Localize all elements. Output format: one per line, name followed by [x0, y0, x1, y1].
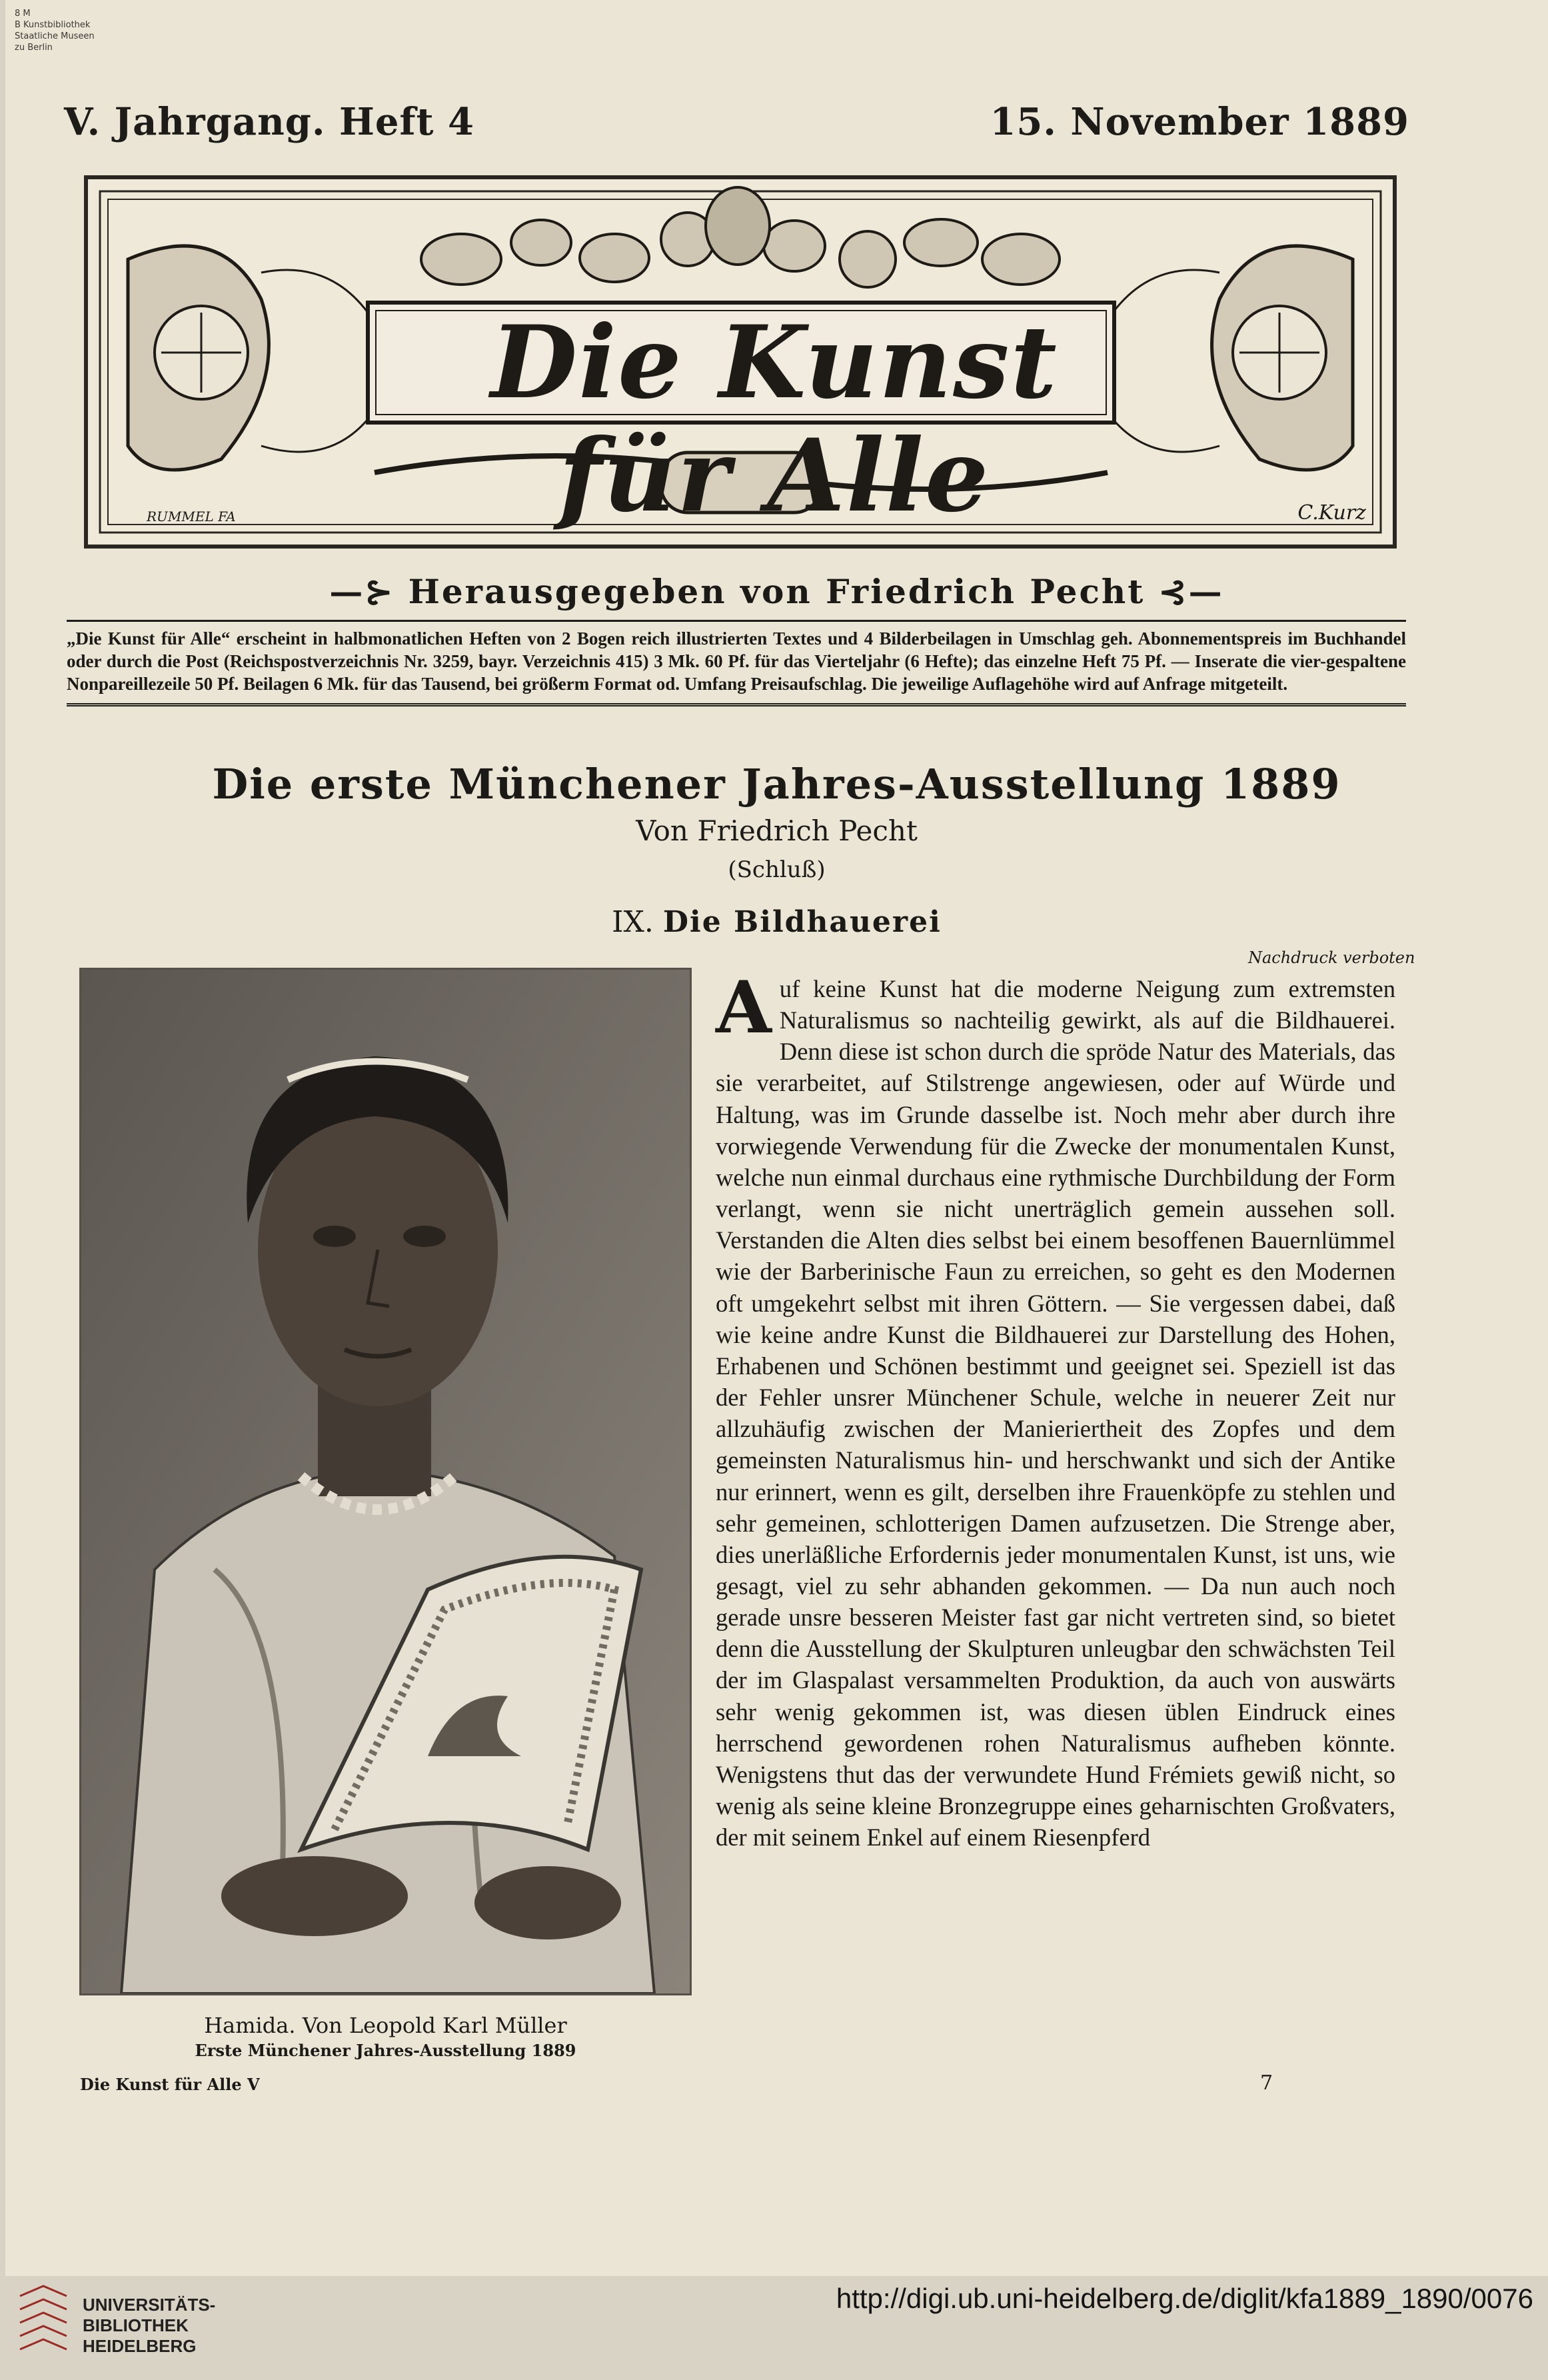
stamp-line: B Kunstbibliothek: [15, 20, 91, 30]
library-stamp: [15, 8, 148, 53]
subscription-notice: „Die Kunst für Alle“ erscheint in halbmonatlichen Heften von 2 Bogen reich illustrierten Textes und 4 Bilderbeilagen in Umschlag geh. Abonnementspreis im Buchhandel oder durch die Post (Reichspostverzeichnis Nr. 3259, bayr. Verzeichnis 415) 3 Mk. 60 Pf. für das Vierteljahr (6 Hefte); das einzelne Heft 75 Pf. — Inserate die vier-gespaltene Nonpareillezeile 50 Pf. Beilagen 6 Mk. für das Tausend, bei größerm Format od. Umfang Preisaufschlag. Die jeweilige Auflagehöhe wird auf Anfrage mitgeteilt.: [67, 620, 1406, 706]
scanned-page: [5, 0, 1548, 2276]
stamp-line: zu Berlin: [15, 43, 53, 53]
stamp-line: Staatliche Museen: [15, 31, 95, 41]
university-name: [83, 2295, 215, 2357]
section-number: IX.: [612, 905, 654, 939]
article-body: [716, 966, 1395, 1853]
source-url-link[interactable]: http://digi.ub.uni-heidelberg.de/diglit/kfa1889_1890/0076: [836, 2283, 1533, 2314]
footer-left: Die Kunst für Alle V: [80, 2075, 260, 2094]
issue-label: V. Jahrgang. Heft 4: [64, 100, 474, 144]
article-title: Die erste Münchener Jahres-Ausstellung 1889: [212, 760, 1341, 808]
masthead-signature-left: RUMMEL FA: [147, 509, 236, 525]
university-name-line: HEIDELBERG: [83, 2336, 197, 2356]
publisher-line: —⊱ Herausgegeben von Friedrich Pecht ⊰—: [329, 572, 1224, 611]
section-heading: [5, 905, 1548, 939]
figure-caption: [79, 2013, 692, 2063]
article-note: (Schluß): [728, 856, 826, 883]
caption-sub: Erste Münchener Jahres-Ausstellung 1889: [195, 2041, 576, 2060]
university-name-line: UNIVERSITÄTS-: [83, 2295, 216, 2315]
university-name-line: BIBLIOTHEK: [83, 2315, 189, 2335]
page-number: 7: [1260, 2071, 1273, 2095]
article-body-text: uf keine Kunst hat die moderne Neigung zum extremsten Naturalismus so nachteilig gewirkt, als auf die Bildhauerei. Denn diese ist schon durch die spröde Natur des Materials, das sie verarbeitet, auf Stilstrenge angewiesen, oder auf Würde und Haltung, was im Grunde dasselbe ist. Noch mehr aber durch ihre vorwiegende Verwendung für die Zwecke der monumentalen Kunst, welche nun einmal durchaus eine rythmische Durchbildung der Form verlangt, wenn sie nicht unerträglich gemein aussehen soll. Verstanden die Alten dies selbst bei einem besoffenen Bauernlümmel wie der Barberinische Faun zu erreichen, so geht es den Modernen oft umgekehrt selbst mit ihren Göttern. — Sie vergessen dabei, daß wie keine andre Kunst die Bildhauerei zur Darstellung des Hohen, Erhabenen und Schönen bestimmt und geeignet sei. Speziell ist das der Fehler unsrer Münchener Schule, welche in neuerer Zeit nur allzuhäufig zwischen der Manieriertheit des Zopfes und dem gemeinsten Naturalismus hin- und herschwankt und sich der Antike nur erinnert, wenn es gilt, derselben ihre Frauenköpfe zu stehlen und sehr gemeinen, schlotterigen Damen aufzusetzen. Die Strenge aber, dies unerläßliche Erfordernis jeder monumentalen Kunst, ist uns, wie gesagt, viel zu sehr abhanden gekommen. — Da nun auch noch gerade unsre besseren Meister fast gar nicht vertreten sind, so bietet denn die Ausstellung der Skulpturen unleugbar den schwächsten Teil der im Glaspalast versammelten Produktion, da auch von auswärts sehr wenig gekommen ist, was diesen üblen Eindruck eines herrschend gewordenen rohen Naturalismus aufheben könnte. Wenigstens thut das der verwundete Hund Frémiets gewiß nicht, so wenig als seine kleine Bronzegruppe eines geharnischten Großvaters, der mit seinem Enkel auf einem Riesenpferd: [716, 975, 1395, 1851]
portrait-drawing: [81, 970, 690, 1993]
masthead-signature-right: C.Kurz: [1297, 501, 1366, 525]
issue-date: 15. November 1889: [990, 100, 1409, 144]
university-logo-icon: [13, 2283, 73, 2363]
section-title: Die Bildhauerei: [662, 905, 942, 939]
stamp-line: 8 M: [15, 9, 31, 19]
caption-main: Hamida. Von Leopold Karl Müller: [204, 2013, 567, 2038]
reprint-notice: Nachdruck verboten: [1248, 948, 1415, 967]
portrait-illustration: [79, 968, 692, 1995]
article-author: Von Friedrich Pecht: [636, 814, 918, 847]
masthead-title: Die Kunst für Alle: [490, 304, 1058, 535]
masthead: [84, 175, 1397, 549]
drop-cap: A: [716, 966, 772, 1050]
